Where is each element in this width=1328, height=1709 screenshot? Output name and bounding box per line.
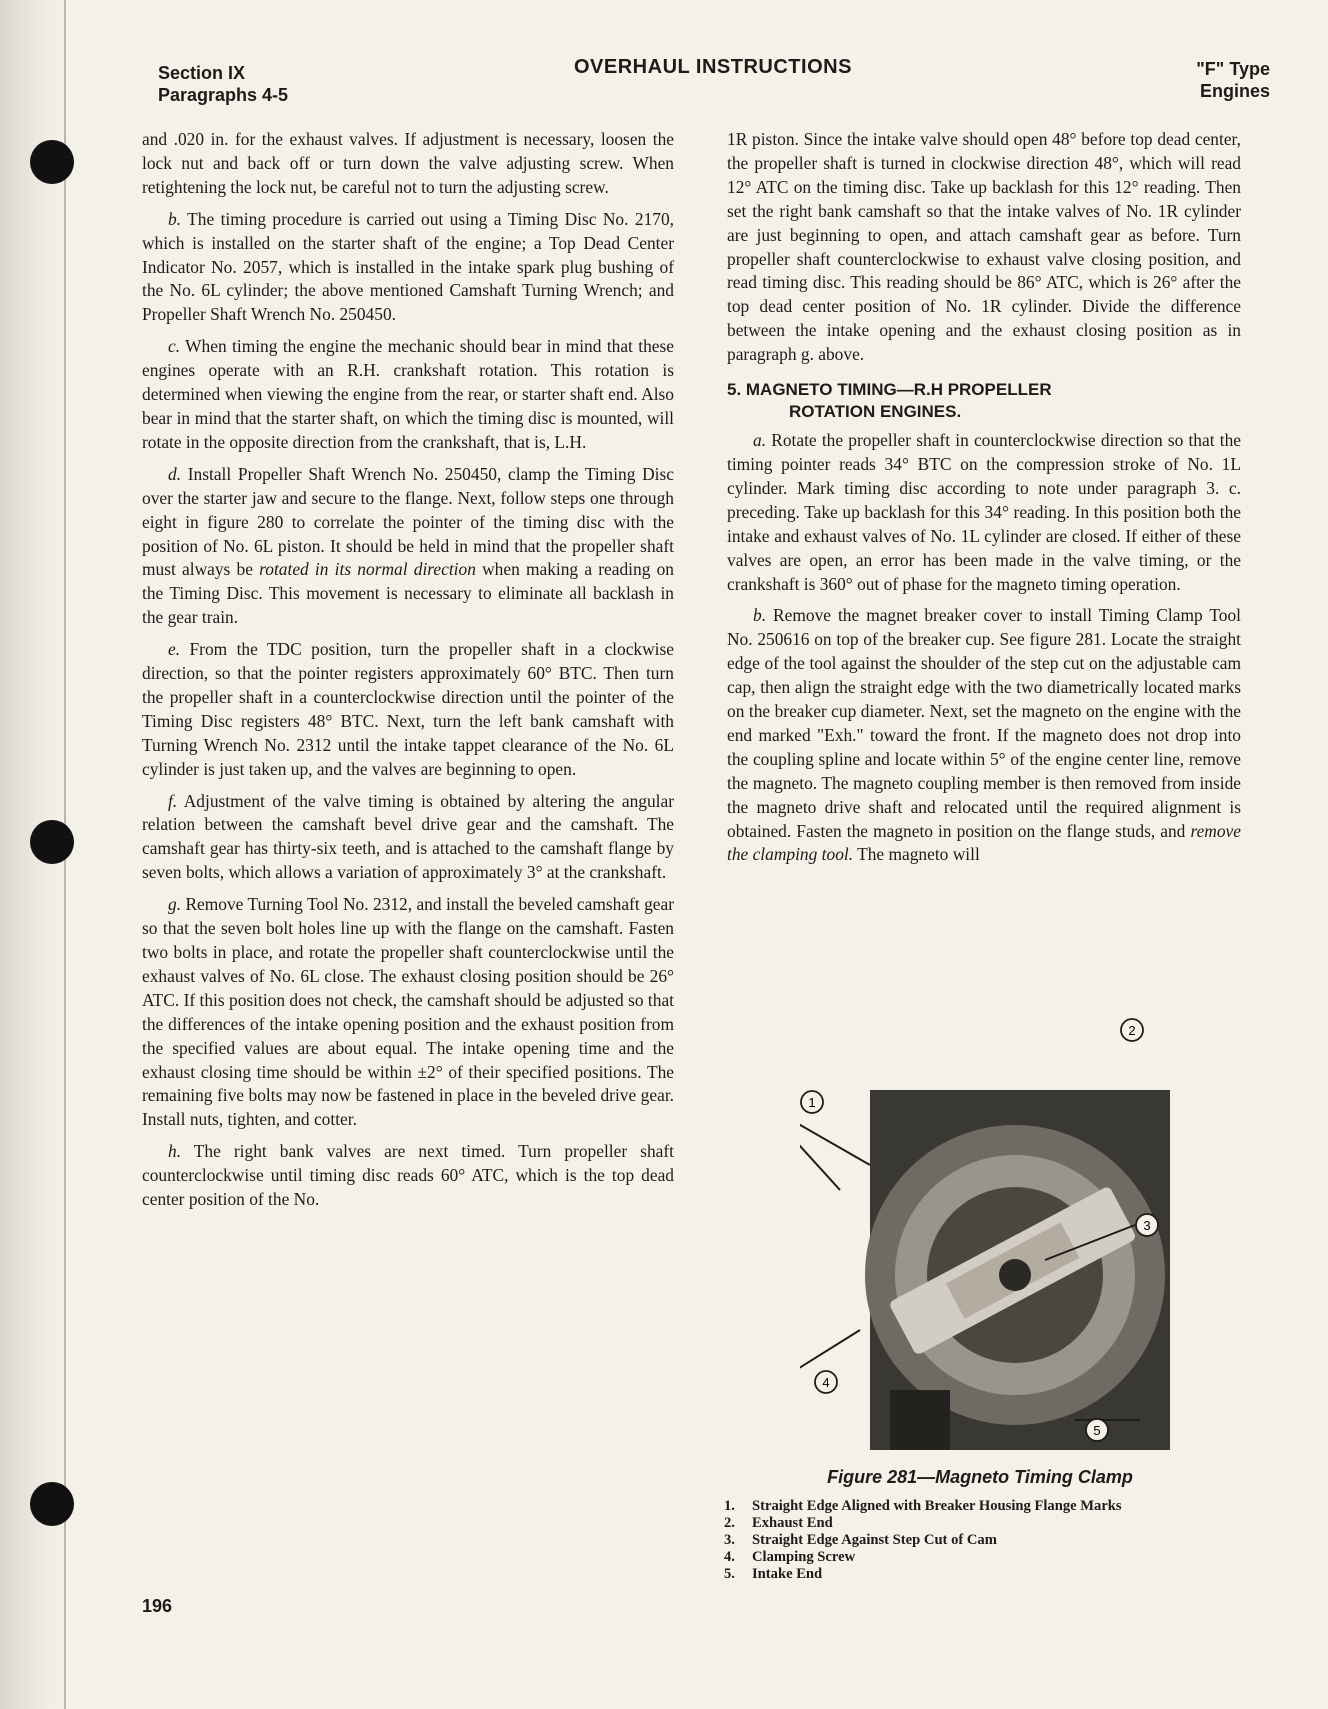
punch-hole-middle [30,820,74,864]
paragraph-text: Install Propeller Shaft Wrench No. 250450, clamp the Timing Disc over the starter jaw and secure to the flange. Next, follow steps one through eight in figure 280 to correlate the pointer of the timing disc with the position of No. 6L piston. It should be held in mind that the propeller shaft must always be [142,463,674,580]
paragraph-emphasis: remove the clamping tool. [727,820,1241,865]
left-column [142,128,674,1220]
callout-3-label: 3 [1143,1218,1151,1233]
section-heading-line2: ROTATION ENGINES. [789,402,962,422]
legend-number: 3. [724,1532,735,1548]
paragraph-text: The timing procedure is carried out using a Timing Disc No. 2170, which is installed on the starter shaft of the engine; a Top Dead Center Indicator No. 2057, which is installed in the intake spark plug bushing of the No. 6L cylinder; the above mentioned Camshaft Turning Wrench; and Propeller Shaft Wrench No. 250450. [142,208,675,325]
legend-text: Exhaust End [752,1515,833,1531]
legend-item [724,1549,1244,1566]
paragraph-e [142,638,674,781]
paragraph-text: When timing the engine the mechanic should bear in mind that these engines operate with an R.H. crankshaft rotation. This rotation is determined when viewing the engine from the rear, or starter shaft end. Also bear in mind that the starter shaft, on which the timing disc is mounted, will rotate in the opposite direction from the crankshaft, that is, L.H. [142,336,674,452]
paragraph-5a [727,429,1241,596]
callout-4-label: 4 [822,1375,830,1390]
callout-3 [1136,1214,1158,1236]
header-engines: Engines [1199,81,1270,101]
section-heading-line1: 5. MAGNETO TIMING—R.H PROPELLER [727,380,1052,400]
paragraph-lead: b. [753,605,767,626]
paragraph-lead: g. [168,894,182,915]
paragraph-text: Remove the magnet breaker cover to install Timing Clamp Tool No. 250616 on top of the breaker cup. See figure 281. Locate the straight edge of the tool against the shoulder of the step cut on the adjustable cam cap, then align the straight edge with the two diametrically located marks on the breaker cup diameter. Next, set the magneto on the engine with the end marked "Exh." toward the front. If the magneto does not drop into the coupling spline and locate within 5° of the engine center line, remove the magneto. The magneto coupling member is then removed from inside the magneto drive shaft and relocated until the required alignment is obtained. Fasten the magneto in position on the flange studs, and [727,605,1241,841]
callout-4 [815,1371,837,1393]
paragraph-b [142,208,674,328]
paragraph-lead: d. [168,463,182,484]
right-column [727,128,1241,875]
paragraph-text: From the TDC position, turn the propeller shaft in a clockwise direction, so that the pointer registers approximately 60° BTC. Then turn the propeller shaft in a counterclockwise direction until the pointer of the Timing Disc registers 48° BTC. Next, turn the left bank camshaft with Turning Wrench No. 2312 until the intake tappet clearance of the No. 6L cylinder is just taken up, and the valves are beginning to open. [142,639,674,779]
legend-text: Intake End [752,1566,823,1582]
legend-number: 5. [724,1566,735,1582]
paragraph-c [142,335,674,455]
callout-1-label: 1 [808,1095,816,1110]
paragraph-text: The magneto will [853,844,980,865]
legend-text: Clamping Screw [752,1549,856,1565]
paragraph-lead: e. [168,639,181,660]
legend-item [724,1532,1244,1549]
paragraph-lead: b. [168,208,182,229]
figure-legend [724,1498,1244,1583]
paragraph-h [142,1140,674,1212]
legend-number: 2. [724,1515,735,1531]
legend-text: Straight Edge Against Step Cut of Cam [752,1532,997,1548]
callout-2 [1121,1019,1143,1041]
paragraph-5b [727,604,1241,867]
paragraph-text: The right bank valves are next timed. Turn propeller shaft counterclockwise until timing disc reads 60° ATC, which is the top dead center position of the No. [142,1141,674,1210]
legend-item [724,1566,1244,1583]
paragraph-lead: f. [168,790,178,811]
callout-5-label: 5 [1093,1423,1101,1438]
header-paragraphs: Paragraphs 4-5 [158,85,289,105]
paragraph-emphasis: rotated in its normal direction [259,559,476,580]
paragraph-text: and .020 in. for the exhaust valves. If adjustment is necessary, loosen the lock nut and back off or turn down the valve adjusting screw. When retightening the lock nut, be careful not to turn the adjusting screw. [142,129,674,197]
callout-5 [1086,1419,1108,1441]
paragraph-lead: a. [753,430,767,451]
paragraph-text: Rotate the propeller shaft in counterclockwise direction so that the timing pointer reads 34° BTC on the compression stroke of No. 1L cylinder. Mark timing disc according to note under paragraph 3. c. preceding. Take up backlash for this 34° reading. In this position both the intake and exhaust valves of No. 1L cylinder are closed. If either of these valves are open, an error has been made in the valve timing, or the crankshaft is 360° out of phase for the magneto timing operation. [727,430,1241,594]
header-title: OVERHAUL INSTRUCTIONS [574,56,852,78]
callout-2-label: 2 [1128,1023,1136,1038]
callout-1 [801,1091,823,1113]
header-engine-type: "F" Type [1196,59,1270,79]
paragraph-f [142,790,674,886]
page-number: 196 [142,1596,173,1616]
figure-callouts [700,1010,1260,1470]
section-heading [727,379,1241,423]
paragraph-lead: h. [168,1141,182,1162]
paragraph-continuation [142,128,674,200]
punch-hole-top [30,140,74,184]
header-section-block [158,62,288,106]
paragraph-g [142,893,674,1132]
legend-number: 4. [724,1549,735,1565]
paragraph-text: 1R piston. Since the intake valve should open 48° before top dead center, the propeller shaft is turned in clockwise direction 48°, which will read 12° ATC on the timing disc. Take up backlash for this 12° reading. Then set the right bank camshaft so that the intake valves of No. 1R cylinder are just beginning to open, and attach camshaft gear as before. Turn propeller shaft counterclockwise to exhaust valve closing position, and read timing disc. This reading should be 86° ATC, which is 26° after the top dead center position of No. 1R cylinder. Divide the difference between the intake opening and the exhaust closing position as in paragraph g. above. [727,129,1241,365]
legend-number: 1. [724,1498,735,1514]
figure-caption: Figure 281—Magneto Timing Clamp [827,1467,1133,1487]
paragraph-continuation [727,128,1241,367]
paragraph-d [142,463,674,630]
paragraph-text: Remove Turning Tool No. 2312, and install the beveled camshaft gear so that the seven bolt holes line up with the flange on the camshaft. Fasten two bolts in place, and rotate the propeller shaft counterclockwise until the exhaust valves of No. 6L close. The exhaust closing position should be 26° ATC. If this position does not check, the camshaft should be adjusted so that the differences of the intake opening position and the exhaust position from the specified values are about equal. The intake opening time and the exhaust closing time should be within ±2° of their specified positions. The remaining five bolts may now be fastened in place in the beveled drive gear. Install nuts, tighten, and cotter. [142,894,674,1130]
header-section: Section IX [158,63,246,83]
legend-text: Straight Edge Aligned with Breaker Housing Flange Marks [752,1498,1122,1514]
legend-item [724,1515,1244,1532]
paragraph-lead: c. [168,336,181,357]
legend-item [724,1498,1244,1515]
paragraph-text: Adjustment of the valve timing is obtained by altering the angular relation between the camshaft bevel drive gear and the camshaft. The camshaft gear has thirty-six teeth, and is attached to the camshaft flange by seven bolts, which allows a variation of approximately 3° at the crankshaft. [142,790,674,883]
header-engine-block [1196,58,1270,102]
punch-hole-bottom [30,1482,74,1526]
paragraph-text: when making a reading on the Timing Disc. This movement is necessary to eliminate all backlash in the gear train. [142,559,674,628]
